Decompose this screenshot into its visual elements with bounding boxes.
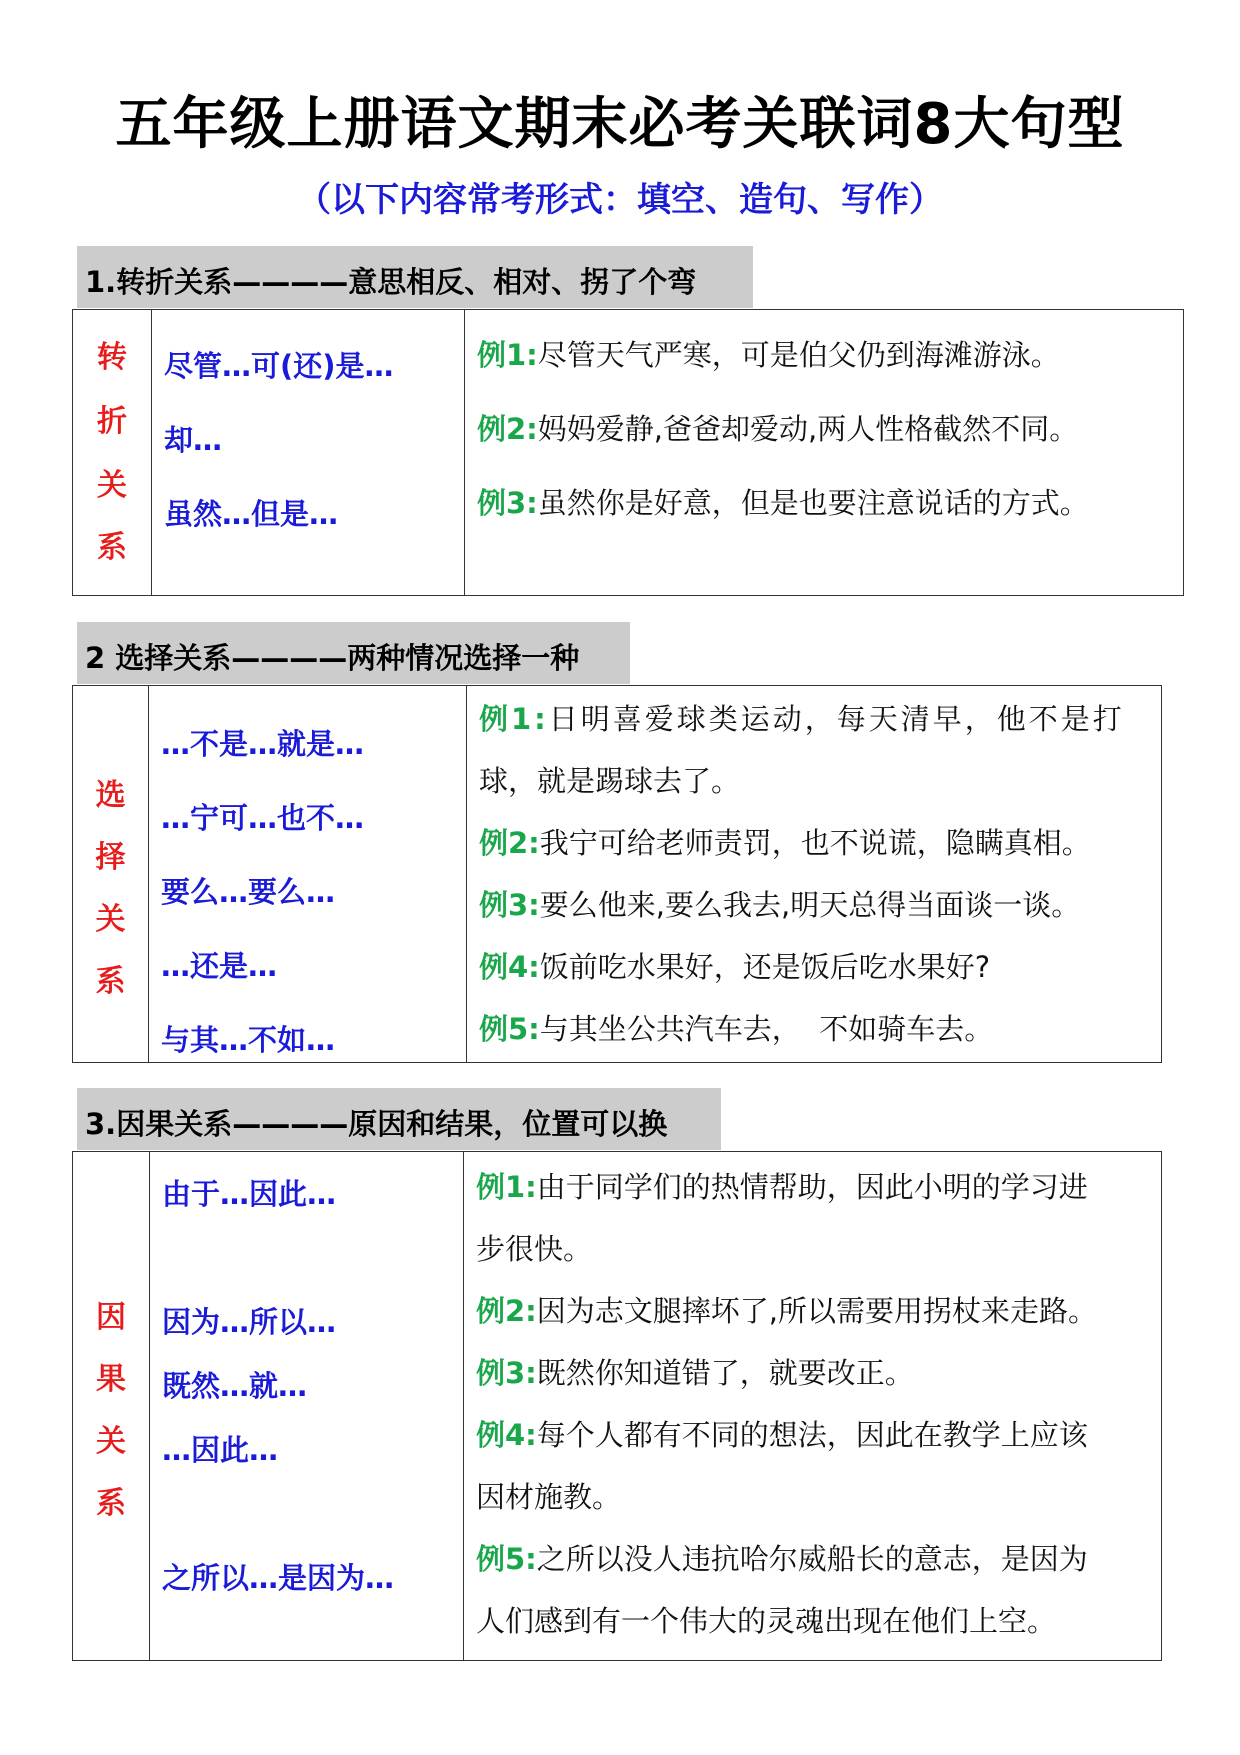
connective-word: 由于…因此… (162, 1177, 337, 1211)
section-3-label-char: 关 (96, 1424, 126, 1459)
section-3-label-column (73, 1152, 150, 1660)
section-3-examples-column (464, 1152, 1161, 1660)
section-1-label-char: 折 (97, 404, 127, 439)
example-label: 例4: (476, 1418, 537, 1452)
example-sentence (479, 936, 1151, 998)
example-text: 由于同学们的热情帮助，因此小明的学习进 (536, 1170, 1088, 1204)
example-text: 因为志文腿摔坏了,所以需要用拐杖来走路。 (536, 1294, 1098, 1328)
example-label: 例2: (476, 1294, 537, 1328)
example-sentence-continued (476, 1590, 1151, 1652)
example-text: 饭前吃水果好，还是饭后吃水果好? (539, 950, 991, 984)
example-text: 与其坐公共汽车去， 不如骑车去。 (539, 1012, 994, 1046)
example-sentence (479, 874, 1151, 936)
section-2-header-text: 2 选择关系————两种情况选择一种 (85, 641, 580, 675)
example-label: 例1: (479, 702, 549, 736)
example-sentence (476, 1342, 1151, 1404)
example-label: 例1: (476, 1170, 537, 1204)
connective-word: 之所以…是因为… (162, 1561, 395, 1595)
example-sentence (477, 398, 1173, 460)
connective-word: …还是… (161, 949, 278, 983)
section-2-label-char: 关 (95, 902, 126, 937)
connective-word: 既然…就… (162, 1369, 308, 1403)
section-3-header-text: 3.因果关系————原因和结果，位置可以换 (85, 1107, 668, 1141)
connective-word: 与其…不如… (161, 1023, 336, 1057)
example-text: 每个人都有不同的想法，因此在教学上应该 (536, 1418, 1088, 1452)
section-3-table (72, 1151, 1162, 1661)
section-3-label-char: 果 (96, 1362, 126, 1397)
section-3-label-char: 因 (96, 1300, 126, 1335)
example-text: 之所以没人违抗哈尔威船长的意志，是因为 (536, 1542, 1088, 1576)
example-label: 例5: (476, 1542, 537, 1576)
connective-word: 要么…要么… (161, 875, 336, 909)
example-text: 虽然你是好意，但是也要注意说话的方式。 (537, 486, 1089, 520)
example-sentence (476, 1528, 1151, 1590)
example-label: 例4: (479, 950, 540, 984)
page-title: 五年级上册语文期末必考关联词8大句型 (115, 92, 1125, 157)
connective-word: …不是…就是… (161, 727, 365, 761)
section-2-examples-column (467, 686, 1161, 1062)
section-2-label-char: 系 (95, 964, 126, 999)
example-label: 例3: (476, 1356, 537, 1390)
section-1-table (72, 309, 1184, 596)
section-1-label-char: 转 (97, 340, 127, 375)
section-2-words-column (149, 686, 467, 1062)
section-2-header (77, 622, 630, 684)
example-text: 日明喜爱球类运动，每天清早，他不是打 (548, 702, 1125, 736)
connective-word: 因为…所以… (162, 1305, 337, 1339)
example-text: 尽管天气严寒，可是伯父仍到海滩游泳。 (537, 338, 1060, 372)
section-3-words-column (150, 1152, 464, 1660)
example-sentence (479, 812, 1151, 874)
example-sentence-continued (476, 1466, 1151, 1528)
section-1-label-char: 关 (97, 468, 127, 503)
section-1-label-char: 系 (97, 530, 127, 565)
example-sentence (477, 472, 1173, 534)
example-text: 步很快。 (476, 1232, 593, 1266)
section-2-label-column (73, 686, 149, 1062)
example-sentence (476, 1280, 1151, 1342)
example-text: 球，就是踢球去了。 (479, 764, 741, 798)
section-1-label-column (73, 310, 152, 595)
section-2-table (72, 685, 1162, 1063)
example-label: 例1: (477, 338, 538, 372)
example-label: 例2: (479, 826, 540, 860)
example-sentence (477, 324, 1173, 386)
connective-word: …因此… (162, 1433, 279, 1467)
section-3-label-char: 系 (96, 1486, 126, 1521)
example-label: 例3: (477, 486, 538, 520)
example-label: 例2: (477, 412, 538, 446)
example-text: 既然你知道错了，就要改正。 (536, 1356, 914, 1390)
section-3-header (77, 1088, 721, 1150)
example-sentence-continued (479, 750, 1151, 812)
section-1-header (77, 246, 753, 308)
example-text: 妈妈爱静,爸爸却爱动,两人性格截然不同。 (537, 412, 1079, 446)
section-2-label-char: 选 (95, 778, 126, 813)
example-label: 例3: (479, 888, 540, 922)
example-text: 要么他来,要么我去,明天总得当面谈一谈。 (539, 888, 1081, 922)
connective-word: 虽然…但是… (164, 497, 339, 531)
example-sentence (476, 1404, 1151, 1466)
example-sentence-continued (476, 1218, 1151, 1280)
section-1-header-text: 1.转折关系————意思相反、相对、拐了个弯 (85, 265, 697, 299)
section-1-examples-column (465, 310, 1183, 595)
example-text: 因材施教。 (476, 1480, 622, 1514)
connective-word: …宁可…也不… (161, 801, 365, 835)
connective-word: 尽管…可(还)是… (164, 349, 394, 383)
example-sentence (479, 688, 1151, 750)
example-text: 人们感到有一个伟大的灵魂出现在他们上空。 (476, 1604, 1057, 1638)
example-sentence (476, 1156, 1151, 1218)
example-sentence (479, 998, 1151, 1060)
page-subtitle: （以下内容常考形式：填空、造句、写作） (297, 180, 943, 220)
example-text: 我宁可给老师责罚，也不说谎，隐瞒真相。 (539, 826, 1091, 860)
section-2-label-char: 择 (95, 840, 126, 875)
example-label: 例5: (479, 1012, 540, 1046)
connective-word: 却… (164, 423, 223, 457)
section-1-words-column (152, 310, 465, 595)
